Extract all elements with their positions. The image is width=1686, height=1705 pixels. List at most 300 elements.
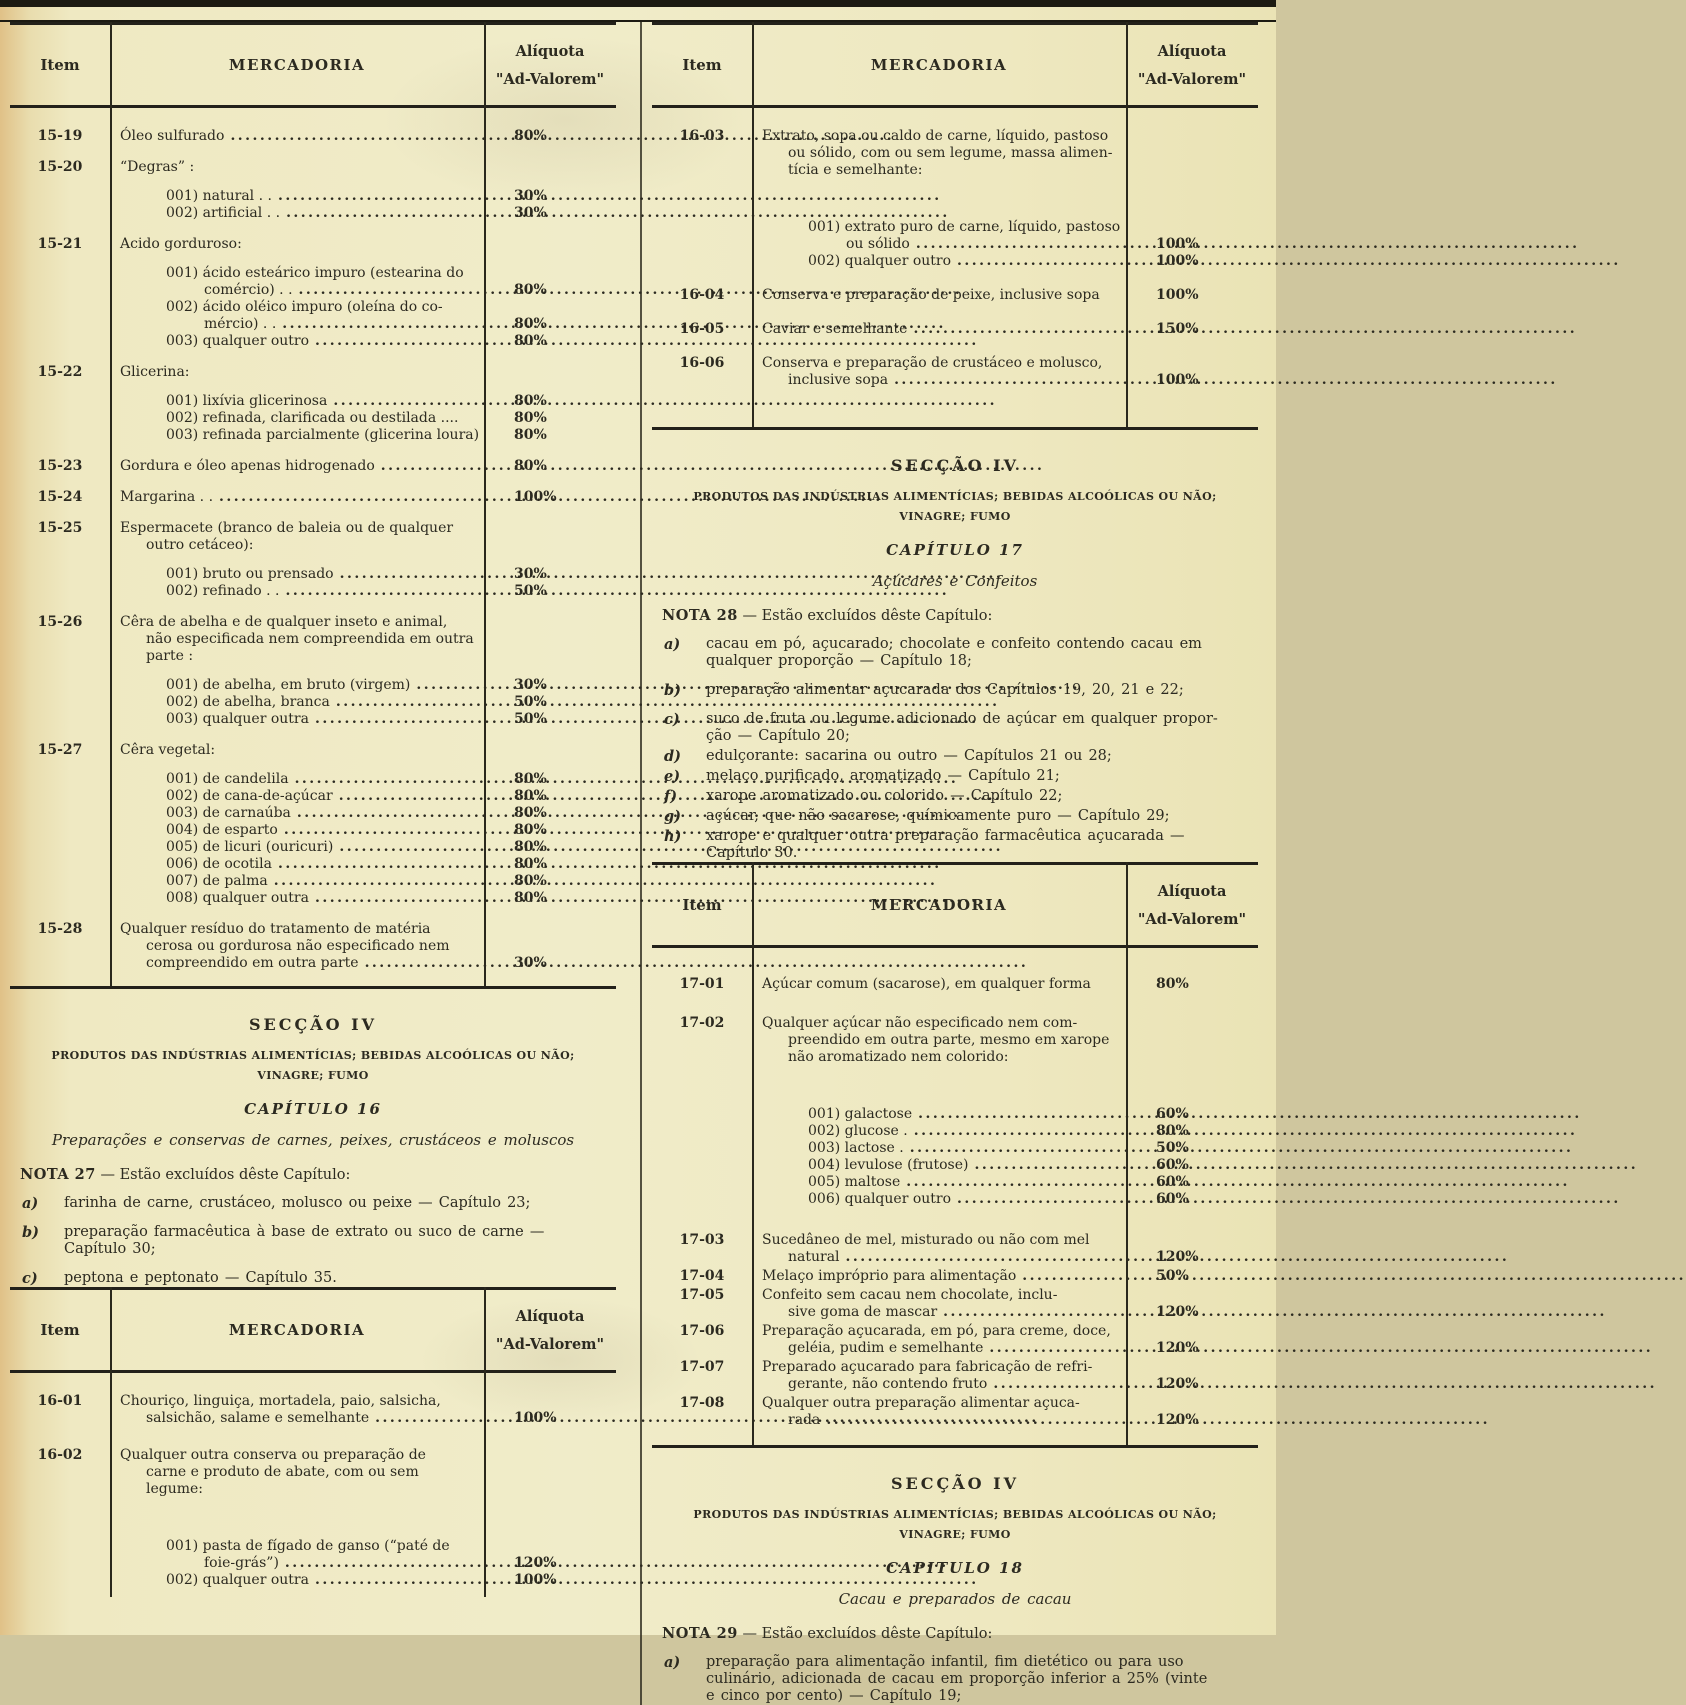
tariff-table-chapter-16-left <box>10 1287 616 1597</box>
description-line <box>110 938 616 955</box>
item-code: 17-06 <box>679 1323 725 1339</box>
aliquota-value: 80% <box>514 393 547 409</box>
text: Qualquer outra conserva ou preparação de <box>120 1447 426 1463</box>
dot-leader <box>375 458 1045 475</box>
aliquota-value: 80% <box>1156 1123 1189 1139</box>
entry-lines <box>752 1268 1258 1285</box>
description-line <box>752 976 1258 993</box>
aliquota-value: 80% <box>514 822 547 838</box>
left-column <box>10 22 616 1705</box>
description-text <box>110 583 484 600</box>
text: 006) qualquer outro <box>808 1191 952 1207</box>
description-line <box>752 219 1258 236</box>
description-text <box>110 648 484 665</box>
text: 001) ácido esteárico impuro (estearina do <box>166 265 464 281</box>
text: Qualquer resíduo do tratamento de matéria <box>120 921 431 937</box>
item-code: 17-02 <box>679 1015 725 1031</box>
aliquota-value <box>1126 145 1258 162</box>
entry-lines <box>752 287 1258 304</box>
description-text <box>110 236 484 253</box>
description-line <box>752 1395 1258 1412</box>
description-line <box>110 1393 616 1410</box>
item-code: 16-04 <box>679 287 725 303</box>
dot-leader <box>309 1572 979 1589</box>
aliquota-value: 100% <box>1156 253 1199 269</box>
description-text <box>752 1412 1126 1429</box>
tariff-entry <box>652 976 1258 993</box>
note-item-marker: a) <box>22 1195 39 1212</box>
aliquota-header-line1: Alíquota <box>1157 882 1227 900</box>
item-code: 17-04 <box>679 1268 725 1284</box>
aliquota-column-rule <box>484 22 486 986</box>
aliquota-value: 30% <box>514 566 547 582</box>
aliquota-value: 80% <box>514 458 547 474</box>
column-header-mercadoria: MERCADORIA <box>228 1321 366 1339</box>
description-text <box>752 162 1126 179</box>
aliquota-value <box>484 938 616 955</box>
note-item-marker: a) <box>664 636 681 653</box>
description-text <box>110 410 484 427</box>
description-line <box>752 372 1258 389</box>
item-code: 17-07 <box>679 1359 725 1375</box>
aliquota-value: 80% <box>514 788 547 804</box>
text: Qualquer outra preparação alimentar açuca- <box>762 1395 1080 1411</box>
aliquota-value: 50% <box>1156 1268 1189 1284</box>
aliquota-value: 80% <box>1156 976 1189 992</box>
description-text <box>110 489 484 506</box>
note-text: — Estão excluídos dêste Capítulo: <box>95 1167 351 1183</box>
aliquota-value: 80% <box>514 282 547 298</box>
text: tícia e semelhante: <box>788 162 923 178</box>
tariff-entry <box>10 364 616 444</box>
text: Chouriço, linguiça, mortadela, paio, salsicha, <box>120 1393 441 1409</box>
column-header-mercadoria: MERCADORIA <box>870 896 1008 914</box>
aliquota-value <box>484 1538 616 1555</box>
description-line <box>110 393 616 410</box>
aliquota-value: 60% <box>1156 1174 1189 1190</box>
entry-lines <box>752 128 1258 270</box>
tariff-entry <box>10 520 616 600</box>
description-line <box>110 648 616 665</box>
item-column-rule <box>752 862 754 1445</box>
aliquota-value <box>484 520 616 537</box>
description-line <box>110 771 616 788</box>
column-header-item: Item <box>682 56 722 74</box>
text: 001) bruto ou prensado <box>166 566 334 582</box>
description-text <box>110 205 484 222</box>
text: ou sólido <box>846 236 910 252</box>
description-line <box>110 520 616 537</box>
description-line <box>110 1572 616 1589</box>
aliquota-value: 80% <box>514 890 547 906</box>
text: 001) de candelila <box>166 771 289 787</box>
aliquota-value: 80% <box>514 856 547 872</box>
note-list-item <box>654 808 1256 825</box>
aliquota-value: 60% <box>1156 1106 1189 1122</box>
text: Caviar e semelhante <box>762 321 908 337</box>
text: 006) de ocotila <box>166 856 272 872</box>
section-capitulo-18 <box>652 1474 1258 1705</box>
text: Gordura e óleo apenas hidrogenado <box>120 458 375 474</box>
text: Melaço impróprio para alimentação <box>762 1268 1017 1284</box>
description-line <box>752 1015 1258 1032</box>
tariff-table-chapter-15 <box>10 22 616 989</box>
note-list-item <box>12 1195 614 1212</box>
item-code: 17-08 <box>679 1395 725 1411</box>
table-body <box>652 108 1258 427</box>
description-line <box>110 1555 616 1572</box>
entry-lines <box>752 1323 1258 1357</box>
description-text <box>752 253 1126 270</box>
note-list-item <box>654 682 1256 699</box>
text: 007) de palma <box>166 873 268 889</box>
note-item-line: xarope aromatizado ou colorido — Capítulo 22; <box>706 788 1063 804</box>
description-line <box>752 1359 1258 1376</box>
text: 001) de abelha, em bruto (virgem) <box>166 677 411 693</box>
aliquota-value: 30% <box>514 188 547 204</box>
item-code: 15-22 <box>37 364 83 380</box>
entry-lines <box>110 520 616 600</box>
description-text <box>110 1447 484 1464</box>
description-line <box>110 788 616 805</box>
tariff-entry <box>10 128 616 145</box>
text: 001) pasta de fígado de ganso (“paté de <box>166 1538 450 1554</box>
text: Preparação açucarada, em pó, para creme, doce, <box>762 1323 1111 1339</box>
aliquota-value <box>484 648 616 665</box>
item-code: 15-21 <box>37 236 83 252</box>
note-item-line: suco de fruta ou legume adicionado de açúcar em qualquer propor- <box>706 711 1218 727</box>
text: Acido gorduroso: <box>120 236 242 252</box>
note-label: NOTA 29 <box>662 1625 738 1642</box>
aliquota-value: 120% <box>1156 1340 1199 1356</box>
text: Conserva e preparação de peixe, inclusive sopa <box>762 287 1100 303</box>
text: cerosa ou gordurosa não especificado nem <box>146 938 450 954</box>
aliquota-value <box>1126 1049 1258 1066</box>
aliquota-value <box>1126 1032 1258 1049</box>
dot-leader <box>951 1191 1621 1208</box>
description-text <box>110 938 484 955</box>
section-caps-line: VINAGRE; FUMO <box>899 510 1011 523</box>
aliquota-value <box>484 1393 616 1410</box>
description-text <box>110 282 484 299</box>
section-title: SECÇÃO IV <box>890 456 1020 475</box>
text: Cêra vegetal: <box>120 742 216 758</box>
description-text <box>110 771 484 788</box>
description-text <box>110 1538 484 1555</box>
text: gerante, não contendo fruto <box>788 1376 988 1392</box>
aliquota-value: 80% <box>514 873 547 889</box>
tariff-entry <box>10 458 616 475</box>
description-text <box>110 788 484 805</box>
note-list-item <box>12 1270 614 1287</box>
text: 002) artificial . . <box>166 205 281 221</box>
tariff-entry <box>652 128 1258 270</box>
text: 002) qualquer outro <box>808 253 952 269</box>
description-text <box>752 372 1126 389</box>
aliquota-value: 60% <box>1156 1191 1189 1207</box>
text: compreendido em outra parte <box>146 955 359 971</box>
dot-leader <box>987 1376 1657 1393</box>
text: 003) lactose . <box>808 1140 904 1156</box>
description-text <box>752 1232 1126 1249</box>
item-code: 15-19 <box>37 128 83 144</box>
note-heading <box>12 1166 614 1183</box>
item-code: 15-28 <box>37 921 83 937</box>
tariff-entry <box>652 1287 1258 1321</box>
description-text <box>752 1323 1126 1340</box>
note-item-marker: c) <box>664 711 680 728</box>
item-code: 15-20 <box>37 159 83 175</box>
description-text <box>110 921 484 938</box>
description-line <box>752 1340 1258 1357</box>
description-text <box>110 393 484 410</box>
aliquota-value: 80% <box>514 316 547 332</box>
description-text <box>110 364 484 381</box>
text: Conserva e preparação de crustáceo e molusco, <box>762 355 1103 371</box>
item-code: 16-03 <box>679 128 725 144</box>
text: parte : <box>146 648 194 664</box>
text: mércio) . . <box>204 316 277 332</box>
description-text <box>752 236 1126 253</box>
description-text <box>110 890 484 907</box>
description-text <box>752 1049 1126 1066</box>
note-list-item <box>654 636 1256 670</box>
aliquota-value: 80% <box>514 771 547 787</box>
description-line <box>110 205 616 222</box>
table-body <box>10 108 616 986</box>
aliquota-value: 100% <box>514 1572 557 1588</box>
description-text <box>110 566 484 583</box>
aliquota-value <box>484 364 616 381</box>
aliquota-value <box>484 537 616 554</box>
text: 003) qualquer outro <box>166 333 310 349</box>
description-text <box>752 1015 1126 1032</box>
text: Sucedâneo de mel, misturado ou não com mel <box>762 1232 1090 1248</box>
note-list-item <box>654 768 1256 785</box>
description-text <box>752 128 1126 145</box>
text: não especificada nem compreendida em outra <box>146 631 474 647</box>
description-line <box>110 188 616 205</box>
description-line <box>110 265 616 282</box>
description-text <box>752 287 1126 304</box>
text: não aromatizado nem colorido: <box>788 1049 1009 1065</box>
column-header-aliquota <box>484 25 616 105</box>
aliquota-value <box>1126 1359 1258 1376</box>
description-text <box>110 677 484 694</box>
description-line <box>110 955 616 972</box>
text: carne e produto de abate, com ou sem <box>146 1464 419 1480</box>
text: Extrato, sopa ou caldo de carne, líquido, pastoso <box>762 128 1109 144</box>
text: 002) refinada, clarificada ou destilada .... <box>166 410 459 426</box>
table-header <box>652 22 1258 108</box>
description-line <box>752 1376 1258 1393</box>
aliquota-value: 80% <box>514 410 547 426</box>
aliquota-value: 120% <box>1156 1412 1199 1428</box>
tariff-entry <box>652 287 1258 304</box>
entry-lines <box>110 742 616 907</box>
aliquota-value: 30% <box>514 955 547 971</box>
item-code: 16-02 <box>37 1447 83 1463</box>
item-column-rule <box>110 22 112 986</box>
description-text <box>110 822 484 839</box>
aliquota-value: 150% <box>1156 321 1199 337</box>
note-item-line: culinário, adicionada de cacau em proporção inferior a 25% (vinte <box>706 1671 1208 1687</box>
text: inclusive sopa <box>788 372 889 388</box>
chapter-heading: CAPÍTULO 17 <box>886 541 1024 559</box>
page-top-rule <box>0 0 1276 22</box>
description-text <box>752 1174 1126 1191</box>
description-line <box>752 145 1258 162</box>
note-item-line: açúcar, que não sacarose, químicamente puro — Capítulo 29; <box>706 808 1170 824</box>
description-line <box>752 1049 1258 1066</box>
dot-leader <box>334 566 1004 583</box>
note-label: NOTA 27 <box>20 1166 96 1183</box>
section-caps-line: VINAGRE; FUMO <box>257 1069 369 1082</box>
description-line <box>110 614 616 631</box>
description-text <box>110 694 484 711</box>
note-heading <box>654 607 1256 624</box>
description-text <box>110 188 484 205</box>
aliquota-value <box>1126 1287 1258 1304</box>
aliquota-value <box>484 614 616 631</box>
aliquota-value <box>1126 1395 1258 1412</box>
description-text <box>110 159 484 176</box>
column-header-aliquota <box>1126 25 1258 105</box>
aliquota-value <box>484 921 616 938</box>
description-text <box>752 1191 1126 1208</box>
table-header <box>652 862 1258 948</box>
aliquota-header-line2: "Ad-Valorem" <box>1137 70 1247 88</box>
aliquota-header-line2: "Ad-Valorem" <box>1137 910 1247 928</box>
text: 004) levulose (frutose) <box>808 1157 969 1173</box>
description-text <box>752 1268 1126 1285</box>
table-header <box>10 1287 616 1373</box>
entry-lines <box>110 236 616 350</box>
description-text <box>752 145 1126 162</box>
description-text <box>752 1140 1126 1157</box>
aliquota-value <box>484 1481 616 1498</box>
aliquota-value <box>484 236 616 253</box>
description-line <box>110 236 616 253</box>
description-line <box>110 839 616 856</box>
note-item-marker: a) <box>664 1654 681 1671</box>
text: 001) galactose <box>808 1106 913 1122</box>
aliquota-value: 80% <box>514 839 547 855</box>
text: Preparado açucarado para fabricação de refri- <box>762 1359 1093 1375</box>
description-line <box>752 321 1258 338</box>
description-text <box>752 1395 1126 1412</box>
note-label: NOTA 28 <box>662 607 738 624</box>
note-item-line: xarope e qualquer outra preparação farmacêutica açucarada — <box>706 828 1185 844</box>
text: 003) refinada parcialmente (glicerina loura) <box>166 427 480 443</box>
note-text: — Estão excluídos dêste Capítulo: <box>737 1626 993 1642</box>
aliquota-value: 80% <box>514 427 547 443</box>
item-code: 16-01 <box>37 1393 83 1409</box>
aliquota-value <box>1126 219 1258 236</box>
text: geléia, pudim e semelhante <box>788 1340 984 1356</box>
table-body <box>10 1373 616 1597</box>
note-item-line: preparação para alimentação infantil, fim dietético ou para uso <box>706 1654 1184 1670</box>
tariff-entry <box>652 1232 1258 1266</box>
table-header <box>10 22 616 108</box>
note-item-line: preparação alimentar açucarada dos Capítulos 19, 20, 21 e 22; <box>706 682 1184 698</box>
description-text <box>110 427 484 444</box>
text: 003) de carnaúba <box>166 805 291 821</box>
entry-lines <box>110 128 616 145</box>
note-item-line: preparação farmacêutica à base de extrato ou suco de carne — <box>64 1224 545 1240</box>
text: Cêra de abelha e de qualquer inseto e animal, <box>120 614 448 630</box>
note-item-line: peptona e peptonato — Capítulo 35. <box>64 1270 337 1286</box>
dot-leader <box>983 1340 1653 1357</box>
description-line <box>752 128 1258 145</box>
aliquota-value: 80% <box>514 805 547 821</box>
text: natural <box>788 1249 840 1265</box>
description-line <box>752 1106 1258 1123</box>
text: Óleo sulfurado <box>120 128 225 144</box>
description-line <box>110 631 616 648</box>
note-list-item <box>654 828 1256 862</box>
aliquota-value: 30% <box>514 677 547 693</box>
column-header-item: Item <box>682 896 722 914</box>
tariff-entry <box>10 1393 616 1427</box>
aliquota-header-line2: "Ad-Valorem" <box>495 70 605 88</box>
item-code: 17-01 <box>679 976 725 992</box>
entry-lines <box>110 1393 616 1427</box>
description-line <box>110 1538 616 1555</box>
text: ou sólido, com ou sem legume, massa alimen- <box>788 145 1113 161</box>
section-caps-line: PRODUTOS DAS INDÚSTRIAS ALIMENTÍCIAS; BEBIDAS ALCOÓLICAS OU NÃO; <box>51 1049 575 1062</box>
description-line <box>110 427 616 444</box>
item-code: 15-26 <box>37 614 83 630</box>
aliquota-value: 120% <box>514 1555 557 1571</box>
entry-lines <box>752 1395 1258 1429</box>
description-line <box>752 1268 1258 1285</box>
note-item-marker: g) <box>664 808 681 825</box>
section-title: SECÇÃO IV <box>248 1015 378 1034</box>
text: “Degras” : <box>120 159 195 175</box>
note-list-item <box>12 1224 614 1258</box>
description-text <box>110 128 484 145</box>
dot-leader <box>951 253 1621 270</box>
description-line <box>752 1287 1258 1304</box>
description-text <box>110 839 484 856</box>
entry-lines <box>110 159 616 222</box>
aliquota-value <box>484 265 616 282</box>
description-line <box>110 856 616 873</box>
text: 001) extrato puro de carne, líquido, pastoso <box>808 219 1121 235</box>
description-line <box>752 1157 1258 1174</box>
description-text <box>752 1340 1126 1357</box>
aliquota-value: 80% <box>514 333 547 349</box>
description-text <box>110 1410 484 1427</box>
note-item-line: Capítulo 30; <box>64 1241 156 1257</box>
tariff-entry <box>652 1359 1258 1393</box>
entry-lines <box>110 1447 616 1589</box>
item-code: 15-27 <box>37 742 83 758</box>
aliquota-value <box>1126 128 1258 145</box>
entry-lines <box>110 489 616 506</box>
description-line <box>110 890 616 907</box>
item-code: 17-03 <box>679 1232 725 1248</box>
aliquota-value: 80% <box>514 128 547 144</box>
description-line <box>110 1481 616 1498</box>
dot-leader <box>937 1304 1607 1321</box>
description-text <box>752 355 1126 372</box>
entry-lines <box>110 364 616 444</box>
text: sive goma de mascar <box>788 1304 938 1320</box>
description-line <box>110 677 616 694</box>
description-line <box>752 1232 1258 1249</box>
